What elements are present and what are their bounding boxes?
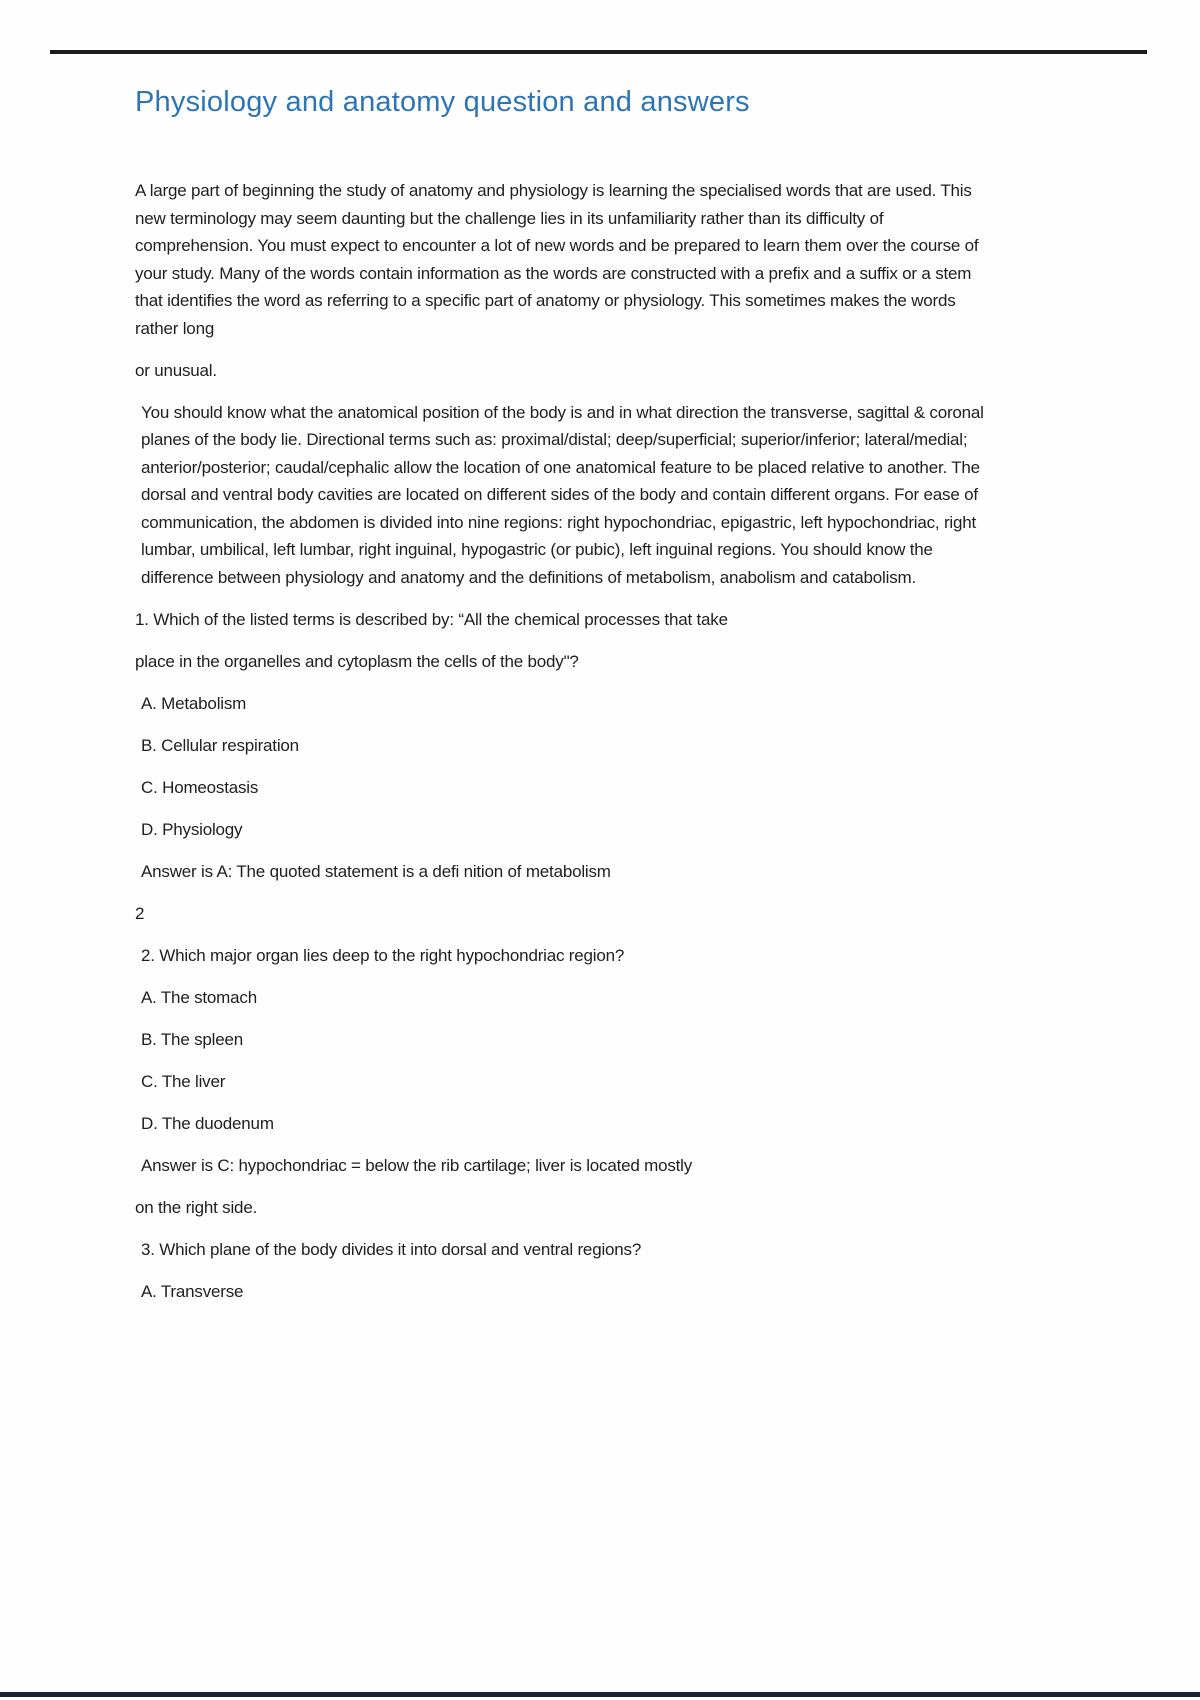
question-2-option-d: D. The duodenum [141, 1113, 274, 1133]
intro-paragraph-1: A large part of beginning the study of anatomy and physiology is learning the specialised words that are used. This new terminology may seem daunting but the challenge lies in its unfamiliarity rather than its difficulty of comprehension. You must expect to encounter a lot of new words and be prepared to learn them over the course of your study. Many of the words contain information as the words are constructed with a prefix and a suffix or a stem that identifies the word as referring to a specific part of anatomy or physiology. This sometimes makes the words rather long [135, 181, 979, 338]
question-2-option-a: A. The stomach [141, 987, 257, 1007]
question-2-option-c: C. The liver [141, 1071, 226, 1091]
question-1-option-c: C. Homeostasis [141, 777, 259, 797]
question-1-prompt-line-2: place in the organelles and cytoplasm the cells of the body"? [135, 651, 579, 671]
question-1-option-b: B. Cellular respiration [141, 735, 299, 755]
question-1-answer: Answer is A: The quoted statement is a defi nition of metabolism [141, 861, 611, 881]
page-number: 2 [135, 903, 145, 923]
question-1-prompt-line-1: 1. Which of the listed terms is described by: “All the chemical processes that take [135, 609, 728, 629]
page-title: Physiology and anatomy question and answers [135, 86, 750, 118]
intro-paragraph-3: You should know what the anatomical position of the body is and in what direction the transverse, sagittal & coronal planes of the body lie. Directional terms such as: proximal/distal; deep/superficial; superior/inferior; lateral/medial; anterior/posterior; caudal/cephalic allow the location of one anatomical feature to be placed relative to another. The dorsal and ventral body cavities are located on different sides of the body and contain different organs. For ease of communication, the abdomen is divided into nine regions: right hypochondriac, epigastric, left hypochondriac, right lumbar, umbilical, left lumbar, right inguinal, hypogastric (or pubic), left inguinal regions. You should know the difference between physiology and anatomy and the definitions of metabolism, anabolism and catabolism. [141, 402, 984, 587]
question-2-option-b: B. The spleen [141, 1029, 243, 1049]
top-divider [50, 50, 1147, 54]
question-2-answer-line-2: on the right side. [135, 1197, 258, 1217]
bottom-divider [0, 1692, 1200, 1697]
question-1-option-a: A. Metabolism [141, 693, 247, 713]
question-3-option-a: A. Transverse [141, 1281, 244, 1301]
question-1-option-d: D. Physiology [141, 819, 243, 839]
question-3-prompt: 3. Which plane of the body divides it into dorsal and ventral regions? [141, 1239, 642, 1259]
intro-paragraph-2: or unusual. [135, 360, 217, 380]
question-2-prompt: 2. Which major organ lies deep to the right hypochondriac region? [141, 945, 625, 965]
question-2-answer-line-1: Answer is C: hypochondriac = below the rib cartilage; liver is located mostly [141, 1155, 693, 1175]
